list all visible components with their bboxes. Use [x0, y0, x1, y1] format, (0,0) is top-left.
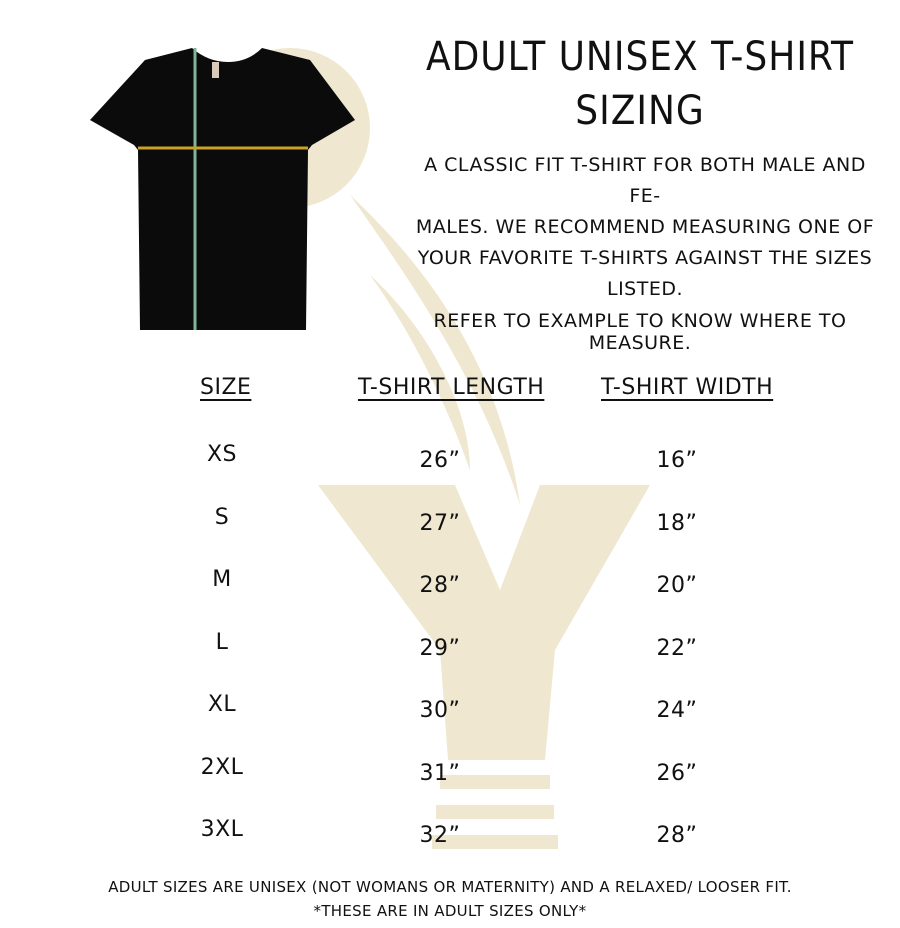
tshirt-shape [90, 48, 355, 330]
header-size: SIZE [200, 375, 252, 400]
length-cell: 29” [419, 636, 461, 661]
description-line: YOUR FAVORITE T-SHIRTS AGAINST THE SIZES [417, 247, 873, 269]
length-cell: 28” [419, 573, 461, 598]
footer-disclaimer: *THESE ARE IN ADULT SIZES ONLY* [313, 902, 587, 920]
logo-stripe-2 [436, 805, 554, 819]
length-cell: 32” [419, 823, 461, 848]
length-cell: 27” [419, 511, 461, 536]
length-cell: 26” [419, 448, 461, 473]
description-line: LISTED. [606, 278, 684, 300]
footer-note: ADULT SIZES ARE UNISEX (NOT WOMANS OR MATERNITY) AND A RELAXED/ LOOSER FIT. [108, 878, 792, 896]
length-cell: 31” [419, 761, 461, 786]
size-cell: S [214, 505, 230, 530]
description-line: MALES. WE RECOMMEND MEASURING ONE OF [415, 216, 875, 238]
refer-note: REFER TO EXAMPLE TO KNOW WHERE TO MEASURE. [433, 310, 847, 354]
width-cell: 24” [656, 698, 698, 723]
description [415, 150, 875, 305]
size-cell: XS [206, 442, 238, 467]
width-cell: 18” [656, 511, 698, 536]
description-line: A CLASSIC FIT T-SHIRT FOR BOTH MALE AND FE- [424, 154, 866, 207]
header-width: T-SHIRT WIDTH [601, 375, 774, 400]
width-cell: 28” [656, 823, 698, 848]
width-cell: 26” [656, 761, 698, 786]
size-cell: M [212, 567, 232, 592]
title-line-1: ADULT UNISEX T-SHIRT [425, 34, 854, 80]
size-cell: 2XL [200, 755, 244, 780]
tshirt-tag [212, 62, 219, 78]
width-cell: 20” [656, 573, 698, 598]
length-cell: 30” [419, 698, 461, 723]
size-cell: 3XL [200, 817, 244, 842]
page-title [400, 30, 880, 138]
width-cell: 22” [656, 636, 698, 661]
size-cell: L [215, 630, 229, 655]
tshirt-diagram [80, 40, 370, 340]
title-line-2: SIZING [575, 88, 705, 134]
width-cell: 16” [656, 448, 698, 473]
header-length: T-SHIRT LENGTH [358, 375, 545, 400]
size-cell: XL [207, 692, 237, 717]
